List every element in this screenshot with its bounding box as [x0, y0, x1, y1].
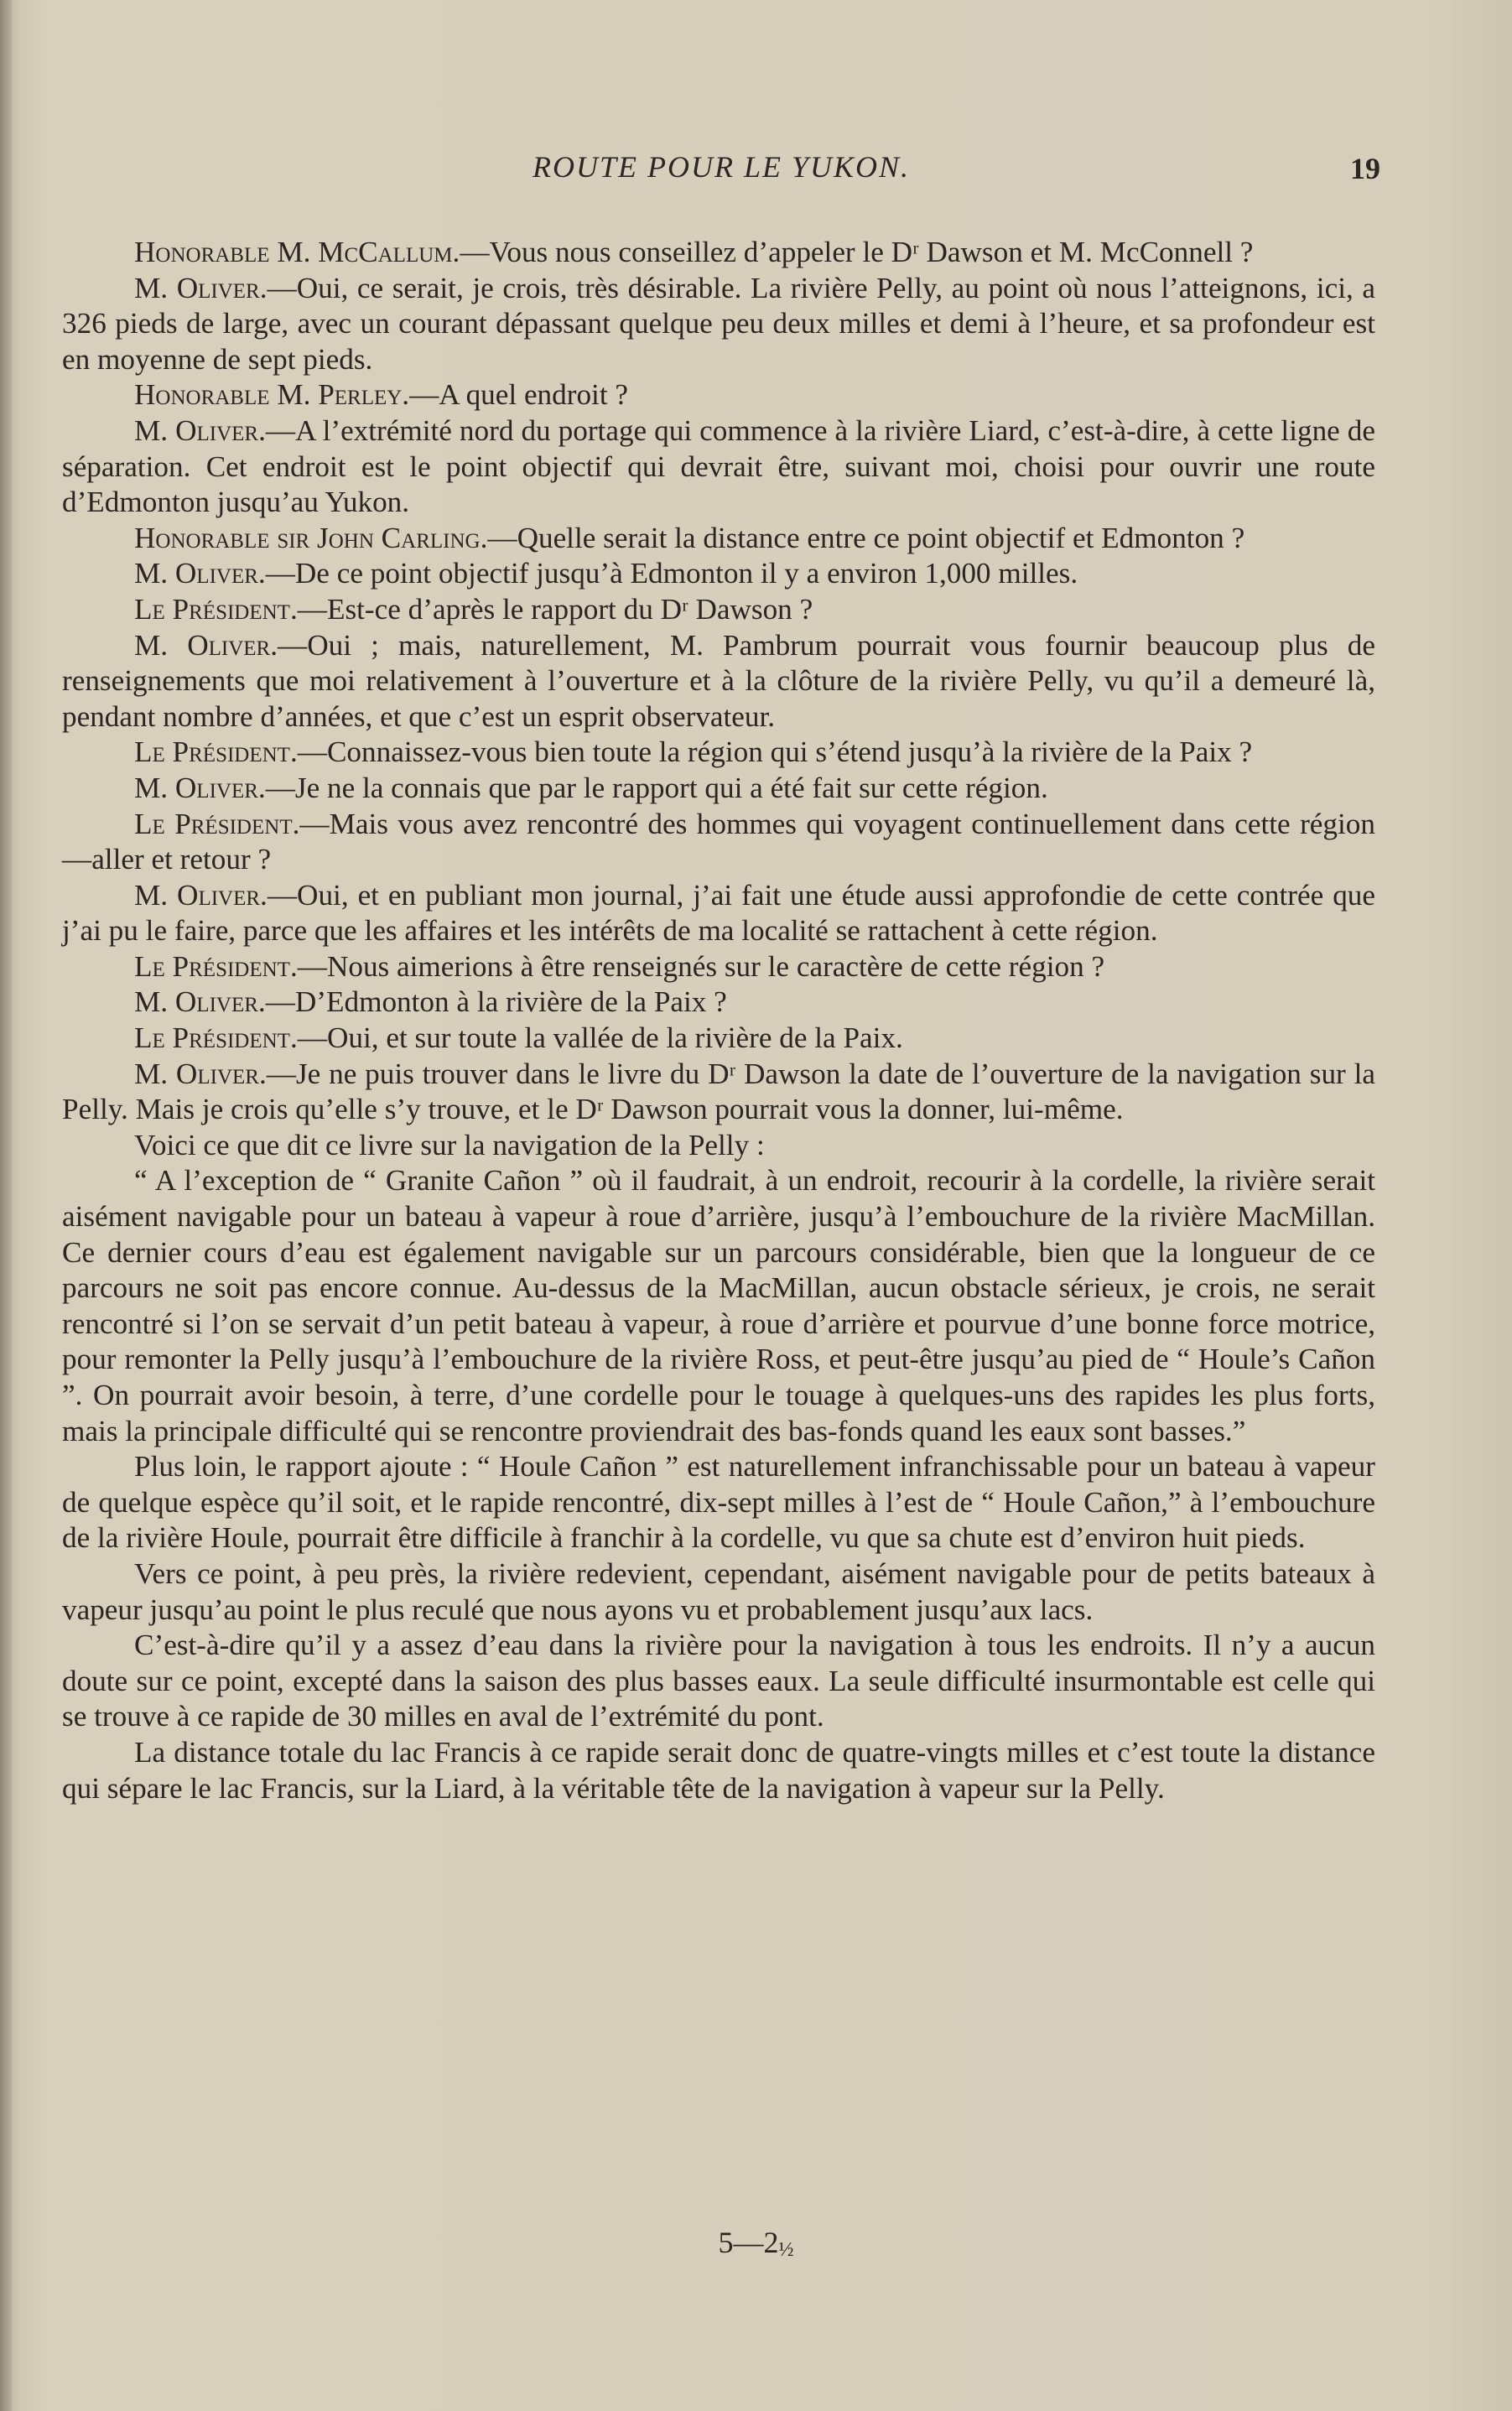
speaker: Le Président.: [134, 592, 298, 626]
page-header: [67, 149, 1380, 200]
paragraph-text: —Nous aimerions à être renseignés sur le caractère de cette région ?: [297, 949, 1105, 983]
paragraph-text: —A l’extrémité nord du portage qui commence à la rivière Liard, c’est-à-dire, à cette ligne de séparation. Cet endroit est le point objectif qui devrait être, suivant moi, choisi pour ouvrir une route d’Edmonton jusqu’au Yukon.: [62, 413, 1375, 519]
paragraph: [62, 235, 1375, 271]
paragraph: [62, 377, 1375, 413]
paragraph-text: Vers ce point, à peu près, la rivière redevient, cependant, aisément navigable pour de petits bateaux à vapeur jusqu’au point le plus reculé que nous ayons vu et probablement jusqu’aux lacs.: [62, 1556, 1375, 1626]
folio-fraction: ½: [778, 2239, 794, 2261]
paragraph-text: —Vous nous conseillez d’appeler le Dʳ Dawson et M. McConnell ?: [460, 236, 1254, 268]
paragraph: [62, 521, 1375, 557]
speaker: Le Président.: [134, 807, 300, 840]
speaker: M. Oliver.: [134, 557, 266, 590]
paragraph-text: “ A l’exception de “ Granite Cañon ” où il faudrait, à un endroit, recourir à la cordelle, la rivière serait aisément navigable pour un bateau à vapeur à roue d’arrière, jusqu’à l’embouchure de la rivière MacMillan. Ce dernier cours d’eau est également navigable sur un parcours considérable, bien que la longueur de ce parcours ne soit pas encore connue. Au-dessus de la MacMillan, aucun obstacle sérieux, je crois, ne serait rencontré si l’on se servait d’un petit bateau à vapeur, à roue d’arrière et pourvue d’une bonne force motrice, pour remonter la Pelly jusqu’à l’embouchure de la rivière Ross, et peut-être jusqu’au pied de “ Houle’s Cañon ”. On pourrait avoir besoin, à terre, d’une cordelle pour le touage à quelques-uns des rapides les plus forts, mais la principale difficulté qui se rencontre proviendrait des bas-fonds quand les eaux sont basses.”: [62, 1164, 1375, 1447]
paragraph: [62, 878, 1375, 949]
paragraph-text: —Je ne la connais que par le rapport qui a été fait sur cette région.: [265, 771, 1048, 804]
paragraph: [62, 271, 1375, 378]
paragraph-text: —Quelle serait la distance entre ce point objectif et Edmonton ?: [487, 521, 1245, 554]
page-number: 19: [1350, 152, 1380, 185]
paragraph: [62, 556, 1375, 592]
paragraph-text: —De ce point objectif jusqu’à Edmonton il y a environ 1,000 milles.: [265, 557, 1078, 590]
signature-folio: [0, 2225, 1512, 2262]
speaker: M. Oliver.: [134, 985, 266, 1019]
binding-edge: [0, 0, 12, 2411]
paragraph-text: —Oui, et sur toute la vallée de la rivière de la Paix.: [297, 1021, 903, 1055]
folio-main: 5—2: [718, 2226, 779, 2259]
paragraph: [62, 1628, 1375, 1735]
paragraph: [62, 1021, 1375, 1057]
paragraph: [62, 771, 1375, 807]
speaker: Honorable M. McCallum.: [134, 236, 460, 268]
paragraph-text: —Connaissez-vous bien toute la région qui s’étend jusqu’à la rivière de la Paix ?: [297, 735, 1253, 769]
paragraph-text: —D’Edmonton à la rivière de la Paix ?: [265, 985, 727, 1019]
paragraph-text: Voici ce que dit ce livre sur la navigation de la Pelly :: [134, 1128, 765, 1161]
paragraph: [62, 1556, 1375, 1628]
paragraph: [62, 592, 1375, 628]
speaker: Le Président.: [134, 1021, 298, 1055]
speaker: M. Oliver.: [134, 878, 268, 912]
paragraph: [62, 1057, 1375, 1128]
paragraph-text: C’est-à-dire qu’il y a assez d’eau dans la rivière pour la navigation à tous les endroits. Il n’y a aucun doute sur ce point, excepté dans la saison des plus basses eaux. La seule difficulté insurmontable est celle qui se trouve à ce rapide de 30 milles en aval de l’extrémité du pont.: [62, 1629, 1375, 1733]
paragraph: [62, 735, 1375, 771]
paragraph: [62, 628, 1375, 735]
paragraph-text: —Oui, ce serait, je crois, très désirable. La rivière Pelly, au point où nous l’atteignons, ici, a 326 pieds de large, avec un courant dépassant quelque peu deux milles et demi à l’heure, et sa profondeur est en moyenne de sept pieds.: [62, 271, 1376, 376]
paragraph: [62, 985, 1375, 1021]
speaker: Honorable sir John Carling.: [134, 521, 488, 554]
paragraph: [62, 807, 1375, 878]
paragraph: [62, 1128, 1375, 1164]
running-title: ROUTE POUR LE YUKON.: [532, 150, 911, 184]
speaker: M. Oliver.: [134, 271, 268, 304]
paragraph-text: —Je ne puis trouver dans le livre du Dʳ Dawson la date de l’ouverture de la navigation sur la Pelly. Mais je crois qu’elle s’y trouve, et le Dʳ Dawson pourrait vous la donner, lui-même.: [62, 1057, 1375, 1126]
paragraph-text: Plus loin, le rapport ajoute : “ Houle Cañon ” est naturellement infranchissable pour un bateau à vapeur de quelque espèce qu’il soit, et le rapide rencontré, dix-sept milles à l’est de “ Houle Cañon,” à l’embouchure de la rivière Houle, pourrait être difficile à franchir à la cordelle, vu que sa chute est d’environ huit pieds.: [62, 1450, 1375, 1555]
paragraph-text: —Est-ce d’après le rapport du Dʳ Dawson ?: [297, 592, 813, 626]
speaker: Honorable M. Perley.: [134, 378, 410, 412]
page-body: [62, 235, 1375, 1806]
speaker: Le Président.: [134, 735, 298, 769]
paragraph-text: —A quel endroit ?: [409, 378, 629, 412]
paragraph: [62, 1449, 1375, 1556]
speaker: M. Oliver.: [134, 413, 266, 447]
paragraph-text: La distance totale du lac Francis à ce rapide serait donc de quatre-vingts milles et c’est toute la distance qui sépare le lac Francis, sur la Liard, à la véritable tête de la navigation à vapeur sur la Pelly.: [62, 1735, 1375, 1805]
speaker: M. Oliver.: [134, 771, 266, 804]
quoted-paragraph: [62, 1163, 1375, 1449]
paragraph-text: —Oui ; mais, naturellement, M. Pambrum pourrait vous fournir beaucoup plus de renseignements que moi relativement à l’ouverture et à la clôture de la rivière Pelly, vu qu’il a demeuré là, pendant nombre d’années, et que c’est un esprit observateur.: [62, 628, 1375, 733]
paragraph: [62, 1735, 1375, 1806]
paragraph: [62, 413, 1375, 521]
speaker: Le Président.: [134, 949, 298, 983]
speaker: M. Oliver.: [134, 628, 278, 662]
paragraph-text: —Mais vous avez rencontré des hommes qui voyagent continuellement dans cette région—aller et retour ?: [62, 807, 1375, 876]
speaker: M. Oliver.: [134, 1057, 267, 1090]
paragraph: [62, 949, 1375, 985]
paragraph-text: —Oui, et en publiant mon journal, j’ai fait une étude aussi approfondie de cette contrée que j’ai pu le faire, parce que les affaires et les intérêts de ma localité se rattachent à cette région.: [62, 878, 1375, 948]
